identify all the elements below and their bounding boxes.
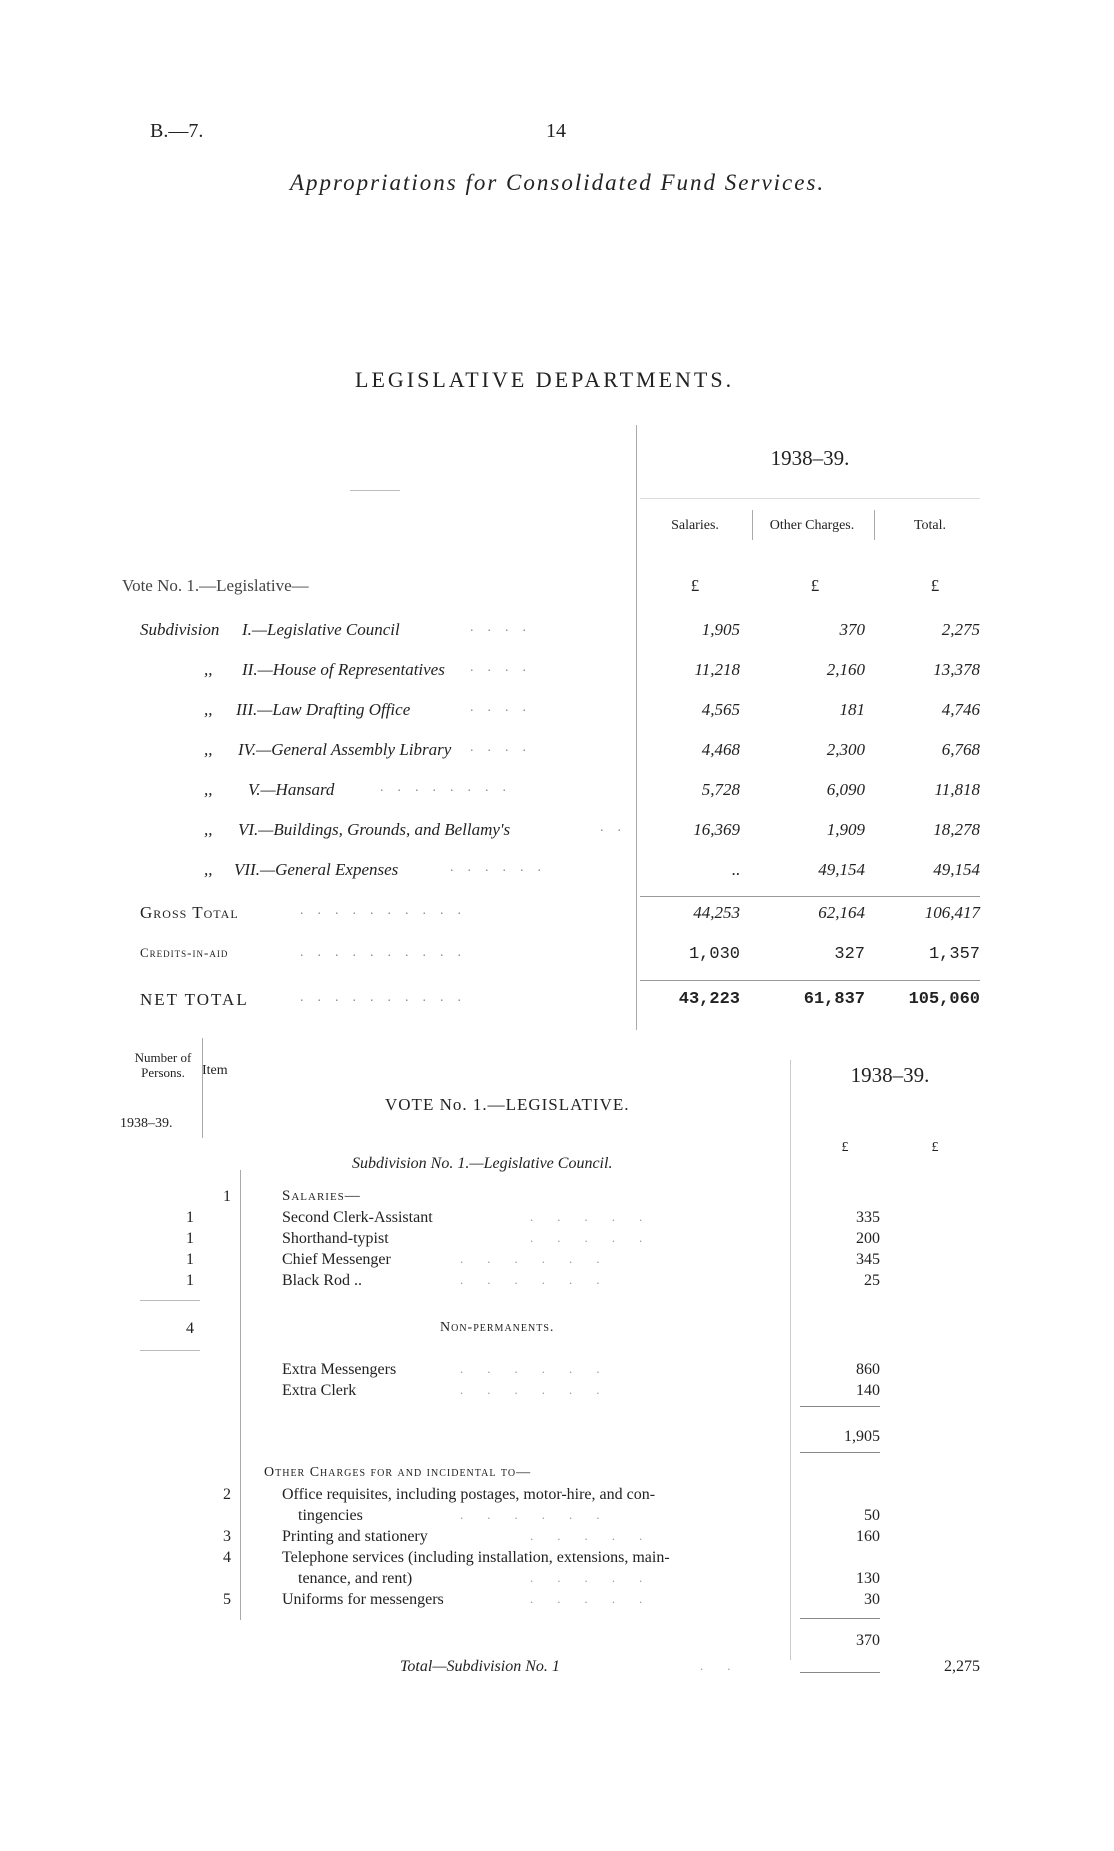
- row-other: 181: [839, 700, 865, 719]
- other-text: Office requisites, including postages, motor-hire, and con-: [282, 1486, 656, 1503]
- row-salaries: 1,905: [701, 620, 740, 639]
- vote-label: Vote No. 1.—Legislative—: [122, 576, 309, 595]
- row-total: 4,746: [941, 700, 980, 719]
- summary-row: ,, III.—Law Drafting Office .... 4,565 181 4,746: [204, 700, 980, 719]
- persons: 1: [186, 1209, 194, 1226]
- salaries-heading-line: [0, 1188, 1114, 1209]
- row-prefix: Subdivision: [140, 620, 220, 639]
- salary-amount: 345: [856, 1251, 880, 1268]
- col-total: Total.: [913, 518, 947, 533]
- row-total: 13,378: [933, 660, 980, 679]
- subdivision-total-line: Total—Subdivision No. 1 .. 2,275: [400, 1658, 980, 1675]
- other-heading: Other Charges for and incidental to—: [264, 1465, 532, 1480]
- col-other-charges: Other Charges.: [769, 518, 855, 533]
- row-prefix: ,,: [204, 660, 213, 679]
- net-total: 105,060: [908, 990, 980, 1009]
- salary-text: Black Rod ..: [282, 1272, 362, 1289]
- persons: 1: [186, 1251, 194, 1268]
- summary-row: ,, V.—Hansard ........ 5,728 6,090 11,818: [204, 780, 980, 799]
- page-number: 14: [546, 120, 566, 142]
- summary-year: 1938–39.: [770, 446, 850, 470]
- other-line: [0, 1549, 1114, 1570]
- row-total: 6,768: [941, 740, 980, 759]
- gross-rule: [640, 896, 980, 897]
- nonperm-heading-line: [0, 1320, 1114, 1341]
- detail-year: 1938–39.: [850, 1063, 930, 1087]
- other-line-cont: tenance, and rent) ..... 130: [298, 1570, 880, 1587]
- detail-currency-2: £: [931, 1140, 939, 1155]
- row-prefix: ,,: [204, 820, 213, 839]
- gross-salaries: 44,253: [693, 903, 740, 922]
- detail-currency-1: £: [841, 1140, 849, 1155]
- net-total-row: NET TOTAL .......... 43,223 61,837 105,060: [140, 990, 980, 1009]
- col-item: Item: [202, 1063, 228, 1078]
- col-divider-2: [874, 510, 875, 540]
- other-heading-line: [0, 1465, 1114, 1486]
- currency-other: £: [810, 576, 820, 595]
- credits-label: Credits-in-aid: [140, 945, 229, 960]
- other-text: Printing and stationery: [282, 1528, 428, 1545]
- gross-total: 106,417: [924, 903, 980, 922]
- row-salaries: 11,218: [694, 660, 740, 679]
- col-salaries: Salaries.: [671, 518, 719, 533]
- nonperm-amount: 140: [856, 1382, 880, 1399]
- page-title: Appropriations for Consolidated Fund Services.: [290, 170, 826, 195]
- salary-amount: 25: [864, 1272, 880, 1289]
- vote-title: VOTE No. 1.—LEGISLATIVE.: [385, 1095, 630, 1114]
- gross-label: Gross Total: [140, 903, 239, 922]
- credits-total: 1,357: [928, 945, 980, 964]
- row-other: 6,090: [826, 780, 865, 799]
- salary-line: 1 Black Rod .. ...... 25: [0, 1272, 1114, 1293]
- other-line: 3 Printing and stationery ..... 160: [0, 1528, 1114, 1549]
- section-title: LEGISLATIVE DEPARTMENTS.: [355, 367, 735, 392]
- summary-row: ,, IV.—General Assembly Library .... 4,468 2,300 6,768: [204, 740, 980, 759]
- nonperm-heading: Non-permanents.: [440, 1320, 555, 1335]
- col-divider-1: [752, 510, 753, 540]
- doc-reference: B.—7.: [150, 120, 204, 142]
- subdivision-total-label: Total—Subdivision No. 1: [400, 1658, 560, 1675]
- subdivision-title: Subdivision No. 1.—Legislative Council.: [352, 1155, 613, 1172]
- row-label: IV.—General Assembly Library: [238, 740, 452, 759]
- nonperm-text: Extra Messengers: [282, 1361, 397, 1378]
- other-text: Telephone services (including installation, extensions, main-: [282, 1549, 670, 1566]
- nonperm-line: Extra Messengers ...... 860: [282, 1361, 880, 1378]
- other-amount: 160: [856, 1528, 880, 1545]
- other-text: Uniforms for messengers: [282, 1591, 444, 1608]
- credits-row: Credits-in-aid .......... 1,030 327 1,357: [140, 945, 980, 964]
- other-amount: 130: [856, 1570, 880, 1587]
- salaries-heading: Salaries—: [282, 1188, 361, 1204]
- currency-total: £: [930, 576, 940, 595]
- nonperm-line: Extra Clerk ...... 140: [282, 1382, 880, 1399]
- salary-line: 1 Second Clerk-Assistant ..... 335: [0, 1209, 1114, 1230]
- summary-row: ,, II.—House of Representatives .... 11,218 2,160 13,378: [204, 660, 980, 679]
- salary-amount: 335: [856, 1209, 880, 1226]
- row-other: 2,300: [826, 740, 865, 759]
- year-rule: [640, 498, 980, 499]
- other-total-rule: [800, 1618, 880, 1619]
- row-salaries: 4,565: [701, 700, 740, 719]
- other-line-cont: tingencies ...... 50: [298, 1507, 880, 1524]
- other-total: 370: [856, 1632, 880, 1649]
- item-number: 5: [223, 1591, 231, 1608]
- subdivision-grand-total: 2,275: [944, 1658, 980, 1675]
- row-label: III.—Law Drafting Office: [236, 700, 411, 719]
- currency-salaries: £: [690, 576, 700, 595]
- row-label: VII.—General Expenses: [234, 860, 399, 879]
- persons: 1: [186, 1230, 194, 1247]
- item-number: 4: [223, 1549, 231, 1566]
- col-number-of-persons: Number of Persons.: [134, 1050, 192, 1080]
- persons-rule: [140, 1300, 200, 1301]
- row-total: 49,154: [933, 860, 980, 879]
- row-prefix: ,,: [204, 780, 213, 799]
- row-label: VI.—Buildings, Grounds, and Bellamy's: [238, 820, 511, 839]
- salary-line: 1 Shorthand-typist ..... 200: [0, 1230, 1114, 1251]
- other-amount: 50: [864, 1507, 880, 1524]
- net-other: 61,837: [803, 990, 865, 1009]
- row-total: 18,278: [933, 820, 980, 839]
- net-salaries: 43,223: [678, 990, 740, 1009]
- row-label: II.—House of Representatives: [242, 660, 445, 679]
- row-salaries: 5,728: [701, 780, 740, 799]
- other-line: [0, 1486, 1114, 1507]
- summary-row: ,, VII.—General Expenses ...... .. 49,154 49,154: [204, 860, 980, 879]
- row-other: 49,154: [818, 860, 865, 879]
- row-prefix: ,,: [204, 860, 213, 879]
- other-text-cont: tingencies: [298, 1507, 363, 1524]
- nonperm-text: Extra Clerk: [282, 1382, 357, 1399]
- gross-total-row: Gross Total .......... 44,253 62,164 106,417: [140, 903, 980, 922]
- row-other: 370: [839, 620, 865, 639]
- persons-rule-2: [140, 1350, 200, 1351]
- stub-rule: [350, 490, 400, 491]
- row-total: 11,818: [934, 780, 980, 799]
- row-prefix: ,,: [204, 700, 213, 719]
- item-number: 3: [223, 1528, 231, 1545]
- other-text-cont: tenance, and rent): [298, 1570, 413, 1587]
- row-label: V.—Hansard: [248, 780, 335, 799]
- salary-line: 1 Chief Messenger ...... 345: [0, 1251, 1114, 1272]
- credits-salaries: 1,030: [688, 945, 740, 964]
- salary-text: Second Clerk-Assistant: [282, 1209, 433, 1226]
- row-salaries: 4,468: [701, 740, 740, 759]
- other-amount: 30: [864, 1591, 880, 1608]
- salaries-total-line: [0, 1428, 1114, 1449]
- salaries-total-rule-2: [800, 1452, 880, 1453]
- item-number: 1: [223, 1188, 231, 1205]
- row-salaries: ..: [731, 860, 740, 879]
- persons: 1: [186, 1272, 194, 1289]
- row-label: I.—Legislative Council: [242, 620, 400, 639]
- persons-divider: [202, 1038, 203, 1138]
- row-other: 1,909: [826, 820, 865, 839]
- salaries-total: 1,905: [844, 1428, 880, 1445]
- nonperm-amount: 860: [856, 1361, 880, 1378]
- net-rule: [640, 980, 980, 981]
- summary-row: Subdivision I.—Legislative Council .... 1,905 370 2,275: [140, 620, 980, 639]
- credits-other: 327: [834, 945, 865, 964]
- col-number-year: 1938–39.: [120, 1116, 173, 1131]
- grand-total-rule: [800, 1672, 880, 1673]
- summary-row: ,, VI.—Buildings, Grounds, and Bellamy's .. 16,369 1,909 18,278: [204, 820, 980, 839]
- salary-text: Shorthand-typist: [282, 1230, 389, 1247]
- row-prefix: ,,: [204, 740, 213, 759]
- other-line: 5 Uniforms for messengers ..... 30: [0, 1591, 1114, 1612]
- row-salaries: 16,369: [693, 820, 740, 839]
- salary-text: Chief Messenger: [282, 1251, 391, 1268]
- other-total-line: [0, 1632, 1114, 1653]
- row-total: 2,275: [941, 620, 980, 639]
- salaries-total-rule: [800, 1406, 880, 1407]
- salary-amount: 200: [856, 1230, 880, 1247]
- item-number: 2: [223, 1486, 231, 1503]
- row-other: 2,160: [826, 660, 865, 679]
- gross-other: 62,164: [818, 903, 865, 922]
- net-label: NET TOTAL: [140, 990, 249, 1009]
- persons-total: 4: [186, 1320, 194, 1337]
